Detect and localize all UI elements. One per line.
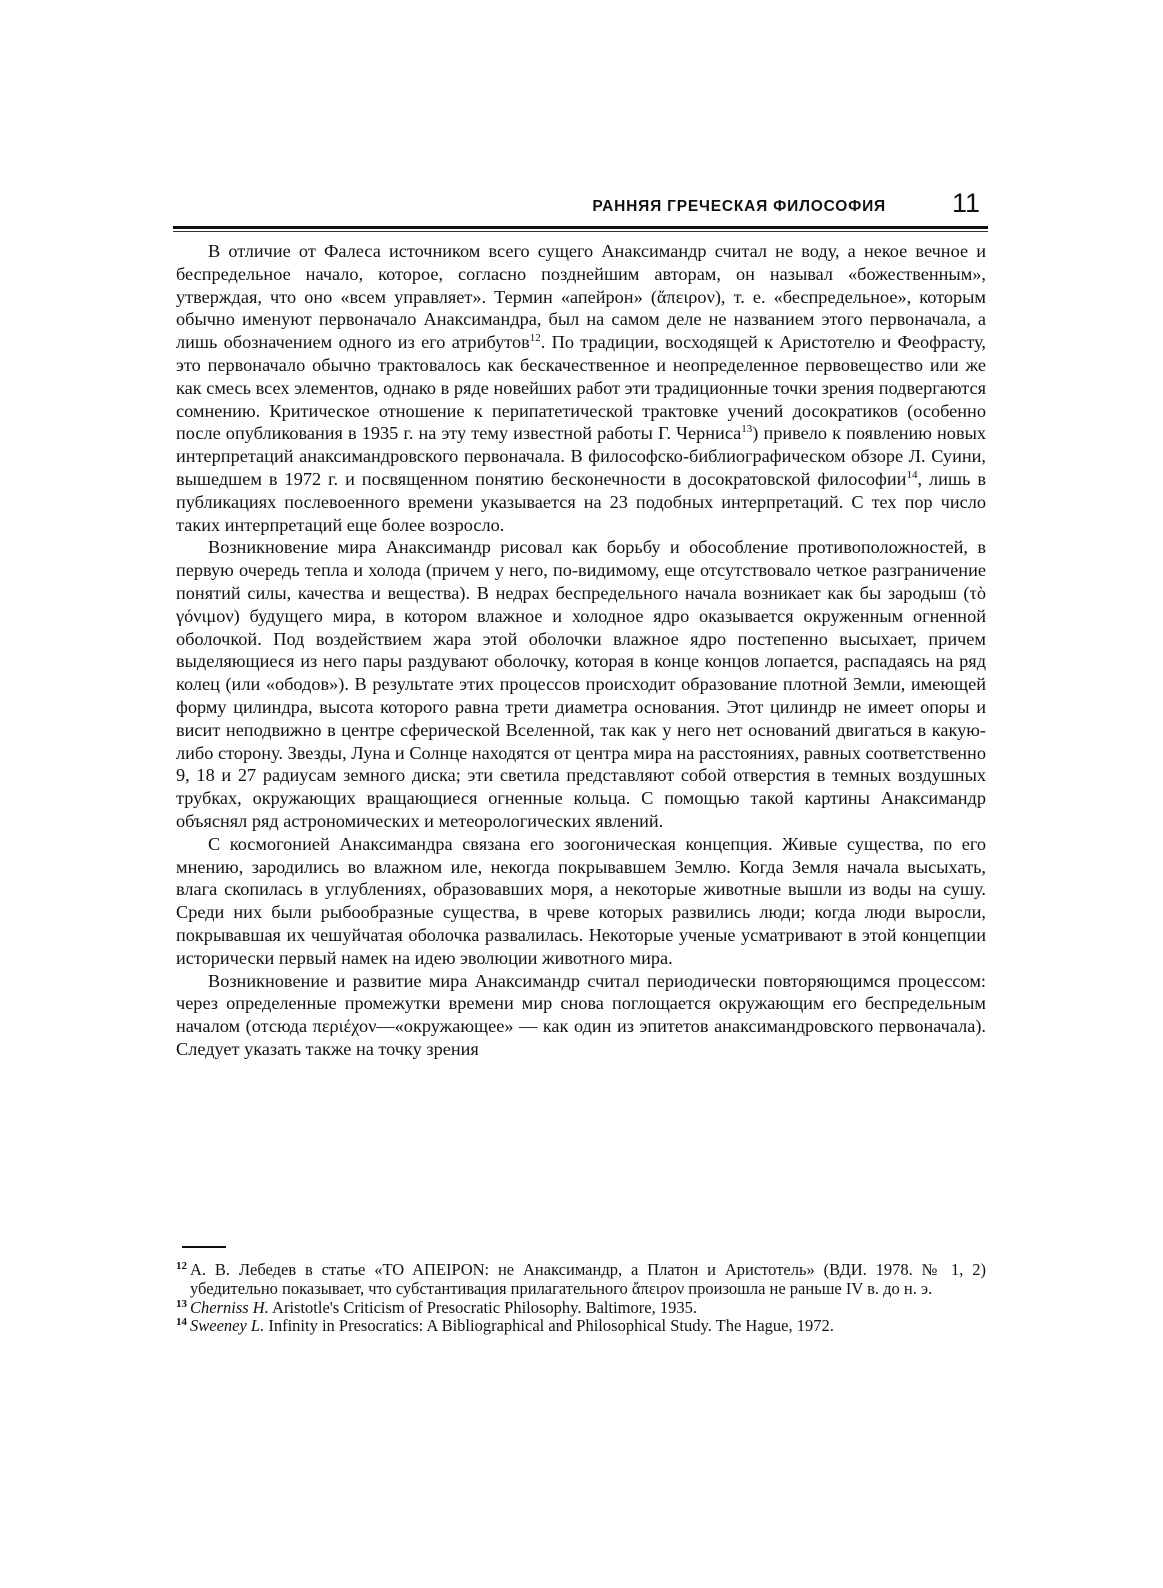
footnote-text: А. В. Лебедев в статье «ΤΟ ΑΠΕΙΡΟΝ: не Анаксимандр, а Платон и Аристотель» (ВДИ. 1978. № 1, 2) убедительно показывает, что субстантивация прилагательного ἄπειρον произошла не раньше IV в. до н. э. — [190, 1260, 986, 1298]
footnote-13 — [176, 1299, 986, 1318]
footnotes — [176, 1261, 986, 1336]
footnote-number: 12 — [176, 1260, 187, 1272]
footnote-author: Cherniss H. — [190, 1297, 269, 1317]
paragraph-1 — [176, 240, 986, 536]
footnote-12 — [176, 1261, 986, 1299]
paragraph-1-part-a: В отличие от Фалеса источником всего сущего Анаксимандр считал не воду, а некое вечное и беспредельное начало, которое, согласно позднейшим авторам, он называл «божественным», утверждая, что оно «всем управляет». Термин «апейрон» (ἄπειρον), т. е. «беспредельное», которым обычно именуют первоначало Анаксимандра, был на самом деле не названием этого первоначала, а лишь обозначением одного из его атрибутов — [176, 241, 986, 353]
footnote-text: Infinity in Presocratics: A Bibliographical and Philosophical Study. The Hague, 1972. — [264, 1316, 834, 1336]
page-number: 11 — [951, 188, 980, 218]
header-rule-thin — [173, 231, 988, 232]
footnote-ref-13[interactable]: 13 — [741, 423, 753, 436]
footnote-number: 13 — [176, 1297, 187, 1310]
paragraph-1-part-c: ) привело к появлению новых интерпретаций анаксимандровского первоначала. В философско-библиографическом обзоре Л. Суини, вышедшем в 1972 г. и посвященном понятию бесконечности в досократовской философии — [176, 423, 986, 489]
footnote-14 — [176, 1317, 986, 1336]
footnote-separator — [182, 1246, 226, 1248]
header-rule — [173, 226, 988, 229]
paragraph-2: Возникновение мира Анаксимандр рисовал как борьбу и обособление противоположностей, в первую очередь тепла и холода (причем у него, по-видимому, еще отсутствовало четкое разграничение понятий силы, качества и вещества). В недрах беспредельного начала возникает как бы зародыш (τὸ γόνιμον) будущего мира, в котором влажное и холодное ядро оказывается окруженным огненной оболочкой. Под воздействием жара этой оболочки влажное ядро постепенно высыхает, причем выделяющиеся из него пары раздувают оболочку, которая в конце концов лопается, распадаясь на ряд колец (или «ободов»). В результате этих процессов происходит образование плотной Земли, имеющей форму цилиндра, высота которого равна трети диаметра основания. Этот цилиндр не имеет опоры и висит неподвижно в центре сферической Вселенной, так как у него нет оснований двигаться в какую-либо сторону. Звезды, Луна и Солнце находятся от центра мира на расстояниях, равных соответственно 9, 18 и 27 радиусам земного диска; эти светила представляют собой отверстия в темных воздушных трубках, окружающих вращающиеся огненные кольца. С помощью такой картины Анаксимандр объяснял ряд астрономических и метеорологических явлений. — [176, 537, 986, 831]
running-header — [176, 188, 986, 228]
main-text — [176, 240, 986, 1061]
paragraph-3: С космогонией Анаксимандра связана его зоогоническая концепция. Живые существа, по его мнению, зародились во влажном иле, некогда покрывавшем Землю. Когда Земля начала высыхать, влага скопилась в углублениях, образовавших моря, а некоторые животные вышли из воды на сушу. Среди них были рыбообразные существа, в чреве которых развились люди; когда люди выросли, покрывавшая их чешуйчатая оболочка развалилась. Некоторые ученые усматривают в этой концепции исторически первый намек на идею эволюции животного мира. — [176, 833, 986, 968]
footnote-ref-14[interactable]: 14 — [906, 468, 918, 481]
footnote-author: Sweeney L. — [190, 1316, 265, 1336]
footnote-text: Aristotle's Criticism of Presocratic Philosophy. Baltimore, 1935. — [268, 1297, 697, 1317]
paragraph-4: Возникновение и развитие мира Анаксимандр считал периодически повторяющимся процессом: через определенные промежутки времени мир снова поглощается окружающим его беспредельным началом (отсюда περιέχον—«окружающее» — как один из эпитетов анаксимандровского первоначала). Следует указать также на точку зрения — [176, 970, 986, 1059]
footnote-ref-12[interactable]: 12 — [529, 332, 541, 345]
paragraph-1-part-d: , лишь в публикациях послевоенного времени указывается на 23 подобных интерпретаций. С тех пор число таких интерпретаций еще более возросло. — [176, 468, 986, 535]
paragraph-1-part-b: . По традиции, восходящей к Аристотелю и Феофрасту, это первоначало обычно трактовалось как бескачественное и неопределенное первовещество или же как смесь всех элементов, однако в ряде новейших работ эти традиционные точки зрения подвергаются сомнению. Критическое отношение к перипатетической трактовке учений досократиков (особенно после опубликования в 1935 г. на эту тему известной работы Г. Черниса — [176, 332, 986, 444]
footnote-number: 14 — [176, 1316, 187, 1329]
running-title: РАННЯЯ ГРЕЧЕСКАЯ ФИЛОСОФИЯ — [592, 198, 886, 215]
